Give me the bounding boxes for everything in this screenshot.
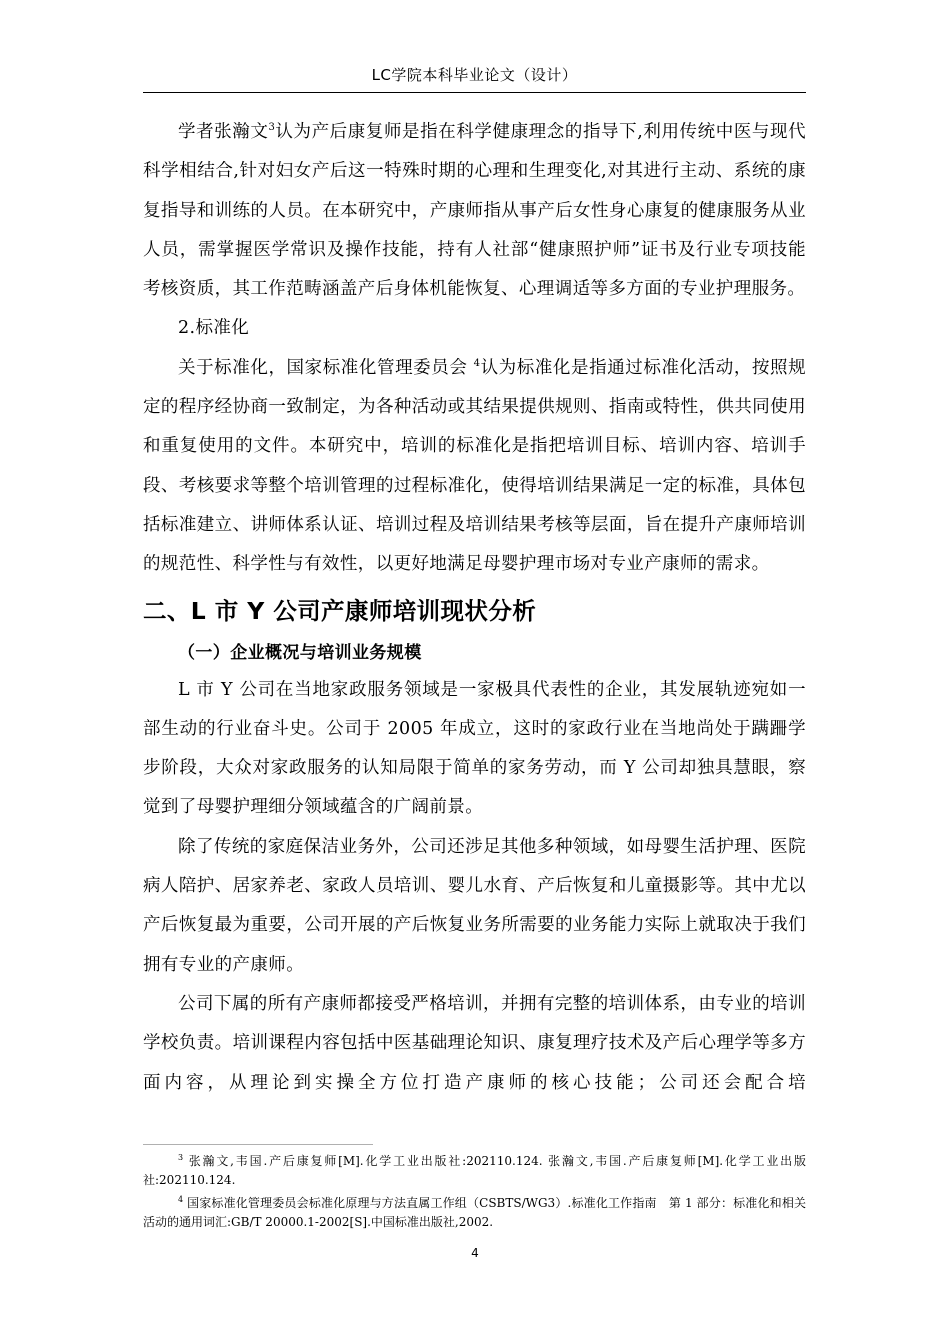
footnote-text: 国家标准化管理委员会标准化原理与方法直属工作组（CSBTS/WG3）.标准化工作指南 第 1 部分：标准化和相关活动的通用词汇:GB/T 20000.1-2002[S].中国标准出版社,2002.	[143, 1196, 806, 1229]
footnotes	[143, 1152, 806, 1236]
footnote-ref-4[interactable]: 4	[473, 357, 481, 369]
paragraph-definition-rehab	[143, 113, 806, 309]
footnote-separator	[143, 1144, 373, 1145]
footnote-ref-3[interactable]: 3	[268, 122, 276, 134]
page-number: 4	[471, 1246, 479, 1260]
running-header: LC学院本科毕业论文（设计）	[371, 66, 578, 84]
paragraph-text: 关于标准化，国家标准化管理委员会	[178, 357, 474, 378]
heading-standardization: 2.标准化	[178, 318, 250, 339]
section-title: 二、L 市 Y 公司产康师培训现状分析	[143, 596, 537, 625]
header-rule	[143, 92, 806, 93]
paragraph-training-system: 公司下属的所有产康师都接受严格培训，并拥有完整的培训体系，由专业的培训学校负责。培训课程内容包括中医基础理论知识、康复理疗技术及产后心理学等多方面内容，从理论到实操全方位打造产康师的核心技能；公司还会配合培	[143, 993, 806, 1093]
footnote-mark: 3	[178, 1153, 184, 1162]
paragraph-text: 认为产后康复师是指在科学健康理念的指导下,利用传统中医与现代科学相结合,针对妇女产后这一特殊时期的心理和生理变化,对其进行主动、系统的康复指导和训练的人员。在本研究中，产康师指从事产后女性身心康复的健康服务从业人员，需掌握医学常识及操作技能，持有人社部“健康照护师”证书及行业专项技能考核资质，其工作范畴涵盖产后身体机能恢复、心理调适等多方面的专业护理服务。	[143, 122, 806, 300]
paragraph-company-history: L 市 Y 公司在当地家政服务领域是一家极具代表性的企业，其发展轨迹宛如一部生动的行业奋斗史。公司于 2005 年成立，这时的家政行业在当地尚处于蹒跚学步阶段，大众对家政服务的认知局限于简单的家务劳动，而 Y 公司却独具慧眼，察觉到了母婴护理细分领域蕴含的广阔前景。	[143, 679, 806, 818]
footnote-mark: 4	[178, 1195, 184, 1204]
footnote-3	[143, 1152, 806, 1190]
main-text	[143, 113, 806, 1103]
paragraph-definition-standard	[143, 349, 806, 585]
paragraph-business-scope: 除了传统的家庭保洁业务外，公司还涉足其他多种领域，如母婴生活护理、医院病人陪护、居家养老、家政人员培训、婴儿水育、产后恢复和儿童摄影等。其中尤以产后恢复最为重要，公司开展的产后恢复业务所需要的业务能力实际上就取决于我们拥有专业的产康师。	[143, 836, 806, 975]
paragraph-text: 认为标准化是指通过标准化活动，按照规定的程序经协商一致制定，为各种活动或其结果提供规则、指南或特性，供共同使用和重复使用的文件。本研究中，培训的标准化是指把培训目标、培训内容、培训手段、考核要求等整个培训管理的过程标准化，使得培训结果满足一定的标准，具体包括标准建立、讲师体系认证、培训过程及培训结果考核等层面，旨在提升产康师培训的规范性、科学性与有效性，以更好地满足母婴护理市场对专业产康师的需求。	[143, 357, 806, 575]
paragraph-text: 学者张瀚文	[178, 122, 269, 142]
footnote-4	[143, 1194, 806, 1232]
footnote-text: 张瀚文,韦国.产后康复师[M].化学工业出版社:202110.124. 张瀚文,韦国.产后康复师[M].化学工业出版社:202110.124.	[143, 1154, 806, 1187]
subsection-title: （一）企业概况与培训业务规模	[178, 642, 422, 663]
